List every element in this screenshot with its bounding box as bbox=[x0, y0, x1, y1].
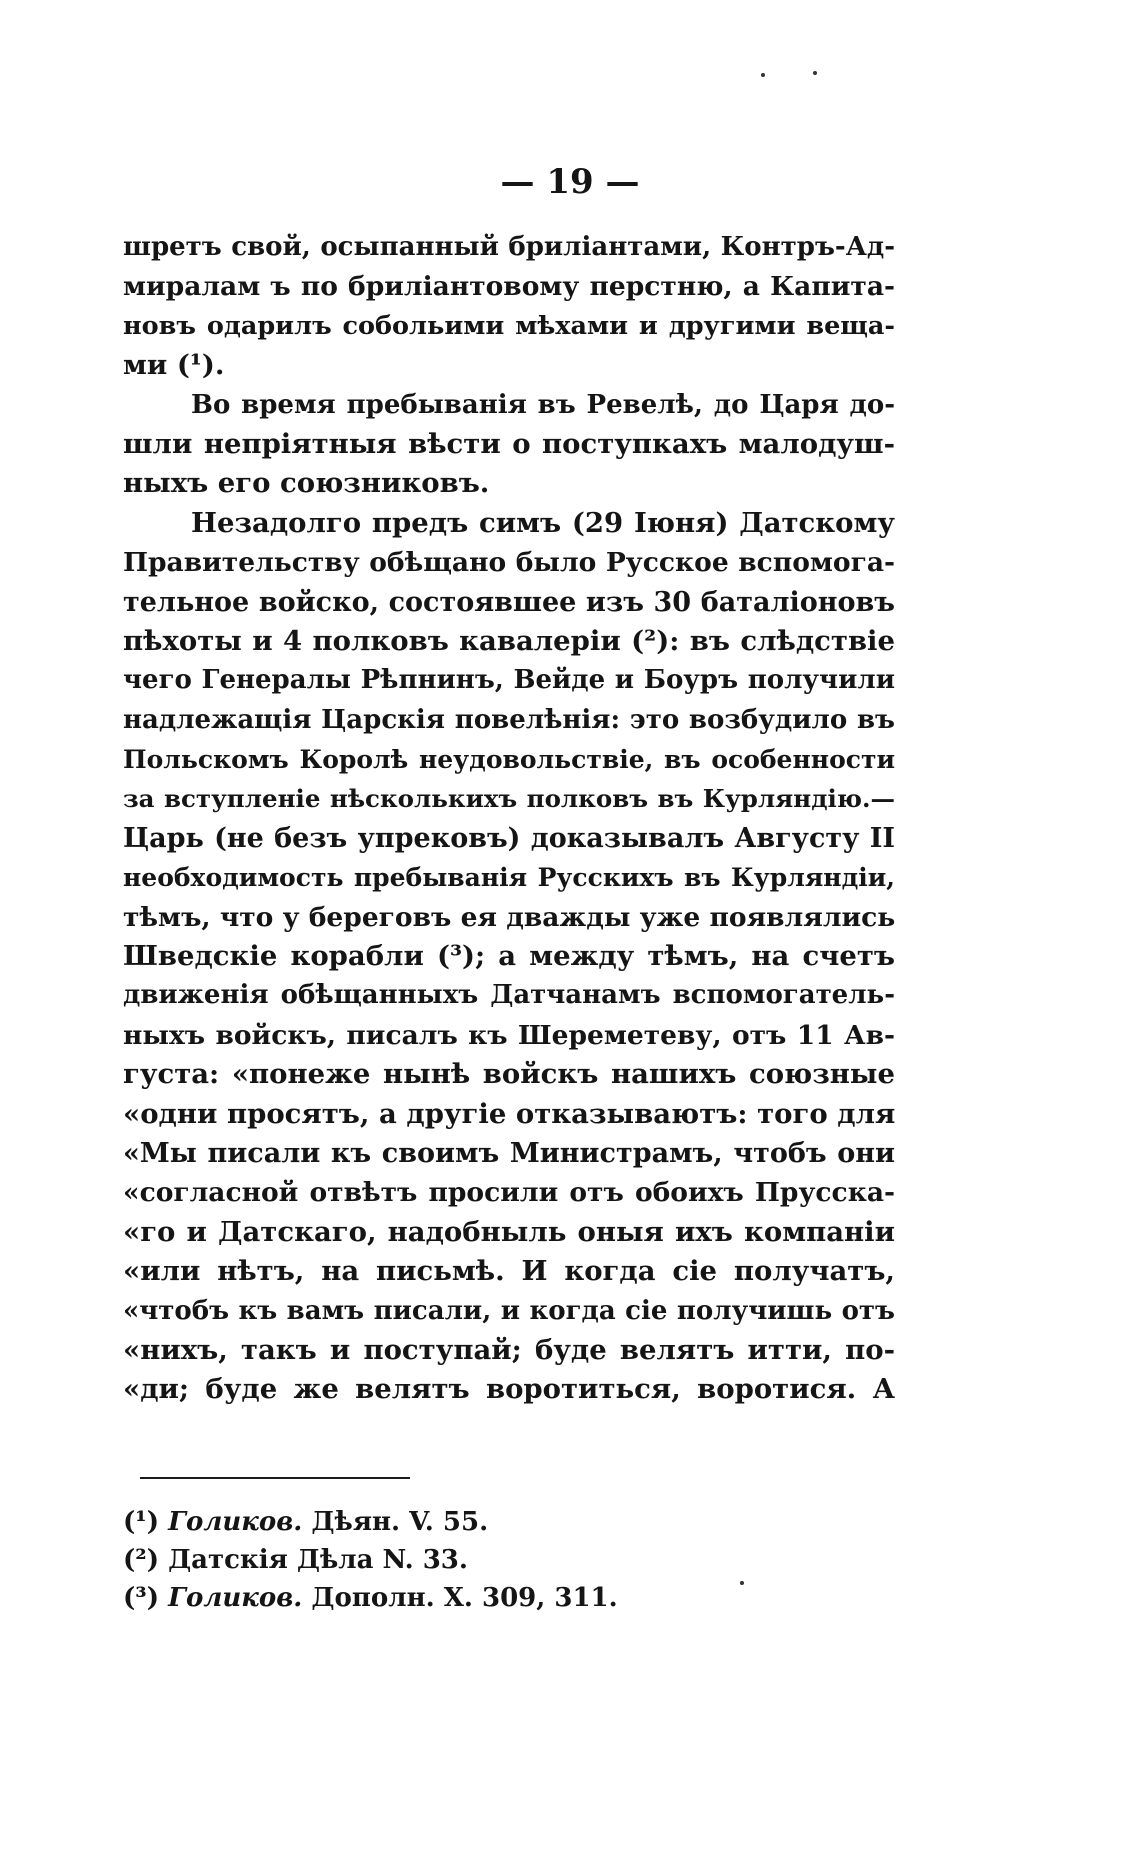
text-line: пѣхоты и 4 полковъ кавалеріи (²): въ слѣдствіе bbox=[123, 624, 895, 657]
text-line: «или нѣтъ, на письмѣ. И когда сіе получатъ, bbox=[123, 1255, 895, 1288]
text-line: «чтобъ къ вамъ писали, и когда сіе получишь отъ bbox=[123, 1295, 895, 1326]
text-line: движенія обѣщанныхъ Датчанамъ вспомогатель- bbox=[123, 980, 895, 1011]
text-line: «одни просятъ, а другіе отказываютъ: того для bbox=[123, 1097, 896, 1130]
footnote-author: Голиков. bbox=[168, 1507, 303, 1537]
footnote-mark: (²) bbox=[123, 1545, 159, 1575]
text-line: надлежащія Царскія повелѣнія: это возбудило въ bbox=[123, 704, 895, 735]
text-line: миралам ъ по бриліантовому перстню, а Капита- bbox=[123, 271, 895, 303]
footnote-reference: Дополн. X. 309, 311. bbox=[311, 1583, 618, 1613]
text-line: Во время пребыванія въ Ревелѣ, до Царя до- bbox=[191, 389, 895, 420]
footnote-mark: (³) bbox=[123, 1583, 159, 1613]
text-line: Царь (не безъ упрековъ) доказывалъ Августу II bbox=[123, 822, 895, 854]
speck-mark bbox=[761, 73, 765, 77]
footnote bbox=[123, 1579, 823, 1617]
footnote bbox=[123, 1541, 823, 1579]
footnote-author: Голиков. bbox=[168, 1583, 303, 1613]
text-line: за вступленіе нѣсколькихъ полковъ въ Курляндію.— bbox=[123, 784, 895, 814]
text-line: необходимость пребыванія Русскихъ въ Курляндіи, bbox=[123, 863, 895, 893]
text-line: «го и Датскаго, надобныль оныя ихъ компаніи bbox=[123, 1215, 895, 1248]
footnote-separator bbox=[140, 1477, 410, 1479]
speck-mark bbox=[813, 71, 817, 75]
text-line: чего Генералы Рѣпнинъ, Вейде и Боуръ получили bbox=[123, 665, 895, 696]
text-line: ныхъ войскъ, писалъ къ Шереметеву, отъ 11 Ав- bbox=[123, 1019, 895, 1051]
text-line: «нихъ, такъ и поступай; буде велятъ итти, по- bbox=[123, 1333, 895, 1366]
page-number: — 19 — bbox=[500, 162, 640, 202]
text-line: ныхъ его союзниковъ. bbox=[123, 467, 490, 500]
footnote bbox=[123, 1503, 823, 1541]
speck-mark bbox=[740, 1581, 744, 1585]
text-line: Незадолго предъ симъ (29 Іюня) Датскому bbox=[191, 506, 895, 539]
text-line: Шведскіе корабли (³); а между тѣмъ, на счетъ bbox=[123, 940, 895, 973]
text-line: ми (¹). bbox=[123, 349, 225, 382]
text-line: тельное войско, состоявшее изъ 30 баталіоновъ bbox=[123, 586, 895, 618]
text-line: густа: «понеже нынѣ войскъ нашихъ союзные bbox=[123, 1058, 895, 1091]
text-line: новъ одарилъ собольими мѣхами и другими веща- bbox=[123, 310, 895, 341]
text-line: Правительству обѣщано было Русское вспомога- bbox=[123, 547, 895, 579]
footnote-reference: Дѣян. V. 55. bbox=[311, 1507, 489, 1537]
footnote-reference: Датскія Дѣла N. 33. bbox=[168, 1545, 468, 1575]
text-line: «Мы писали къ своимъ Министрамъ, чтобъ они bbox=[123, 1137, 895, 1169]
text-line: шретъ свой, осыпанный бриліантами, Контръ-Ад- bbox=[123, 232, 895, 262]
footnote-mark: (¹) bbox=[123, 1507, 159, 1537]
text-line: «ди; буде же велятъ воротиться, воротися. А bbox=[123, 1373, 895, 1406]
text-line: Польскомъ Королѣ неудовольствіе, въ особенности bbox=[123, 745, 895, 775]
text-line: «согласной отвѣтъ просили отъ обоихъ Прусска- bbox=[123, 1177, 895, 1209]
text-line: шли непріятныя вѣсти о поступкахъ малодуш- bbox=[123, 427, 895, 460]
footnotes bbox=[123, 1503, 823, 1617]
text-line: тѣмъ, что у береговъ ея дважды уже появлялись bbox=[123, 901, 896, 933]
body-text bbox=[123, 228, 895, 1410]
